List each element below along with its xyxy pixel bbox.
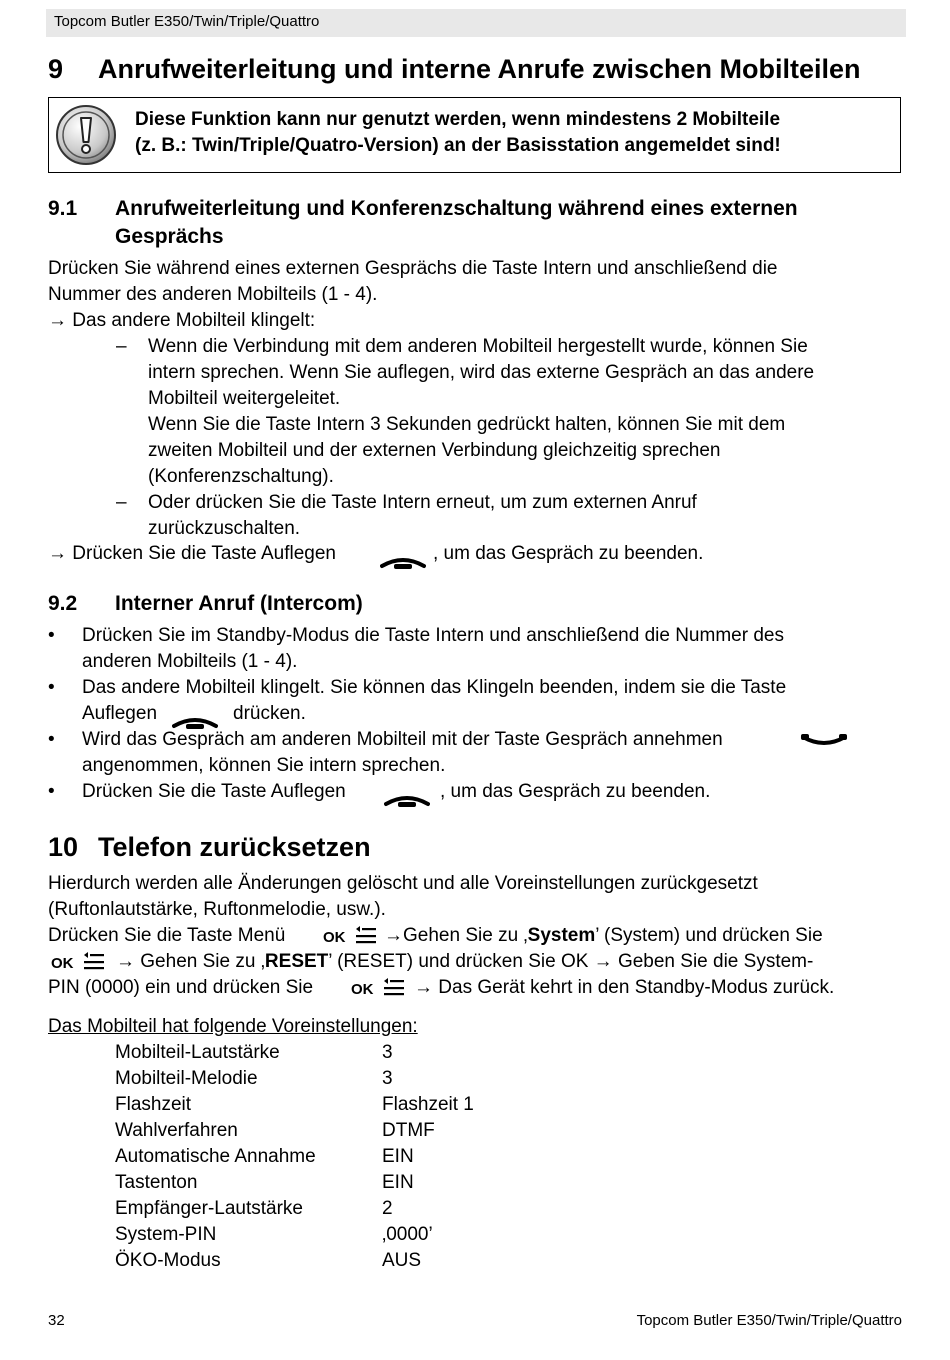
reset-step-line-1b bbox=[384, 923, 823, 949]
paragraph-line: Hierdurch werden alle Änderungen gelöscht und alle Voreinstellungen zurückgesetzt bbox=[48, 873, 758, 894]
phone-answer-icon bbox=[800, 733, 848, 747]
phone-hangup-icon bbox=[384, 794, 430, 808]
section-9-1-number: 9.1 bbox=[48, 197, 78, 220]
default-value: AUS bbox=[382, 1250, 422, 1271]
ok-menu-key-icon bbox=[322, 925, 378, 949]
svg-text:OK: OK bbox=[51, 955, 74, 972]
dash-item-line: intern sprechen. Wenn Sie auflegen, wird das externe Gespräch an das andere bbox=[148, 362, 815, 383]
reset-step-text: →Gehen Sie zu ‚ bbox=[384, 925, 528, 946]
bullet-line: Drücken Sie im Standby-Modus die Taste Intern und anschließend die Nummer des bbox=[82, 625, 784, 646]
paragraph-line: (Ruftonlautstärke, Ruftonmelodie, usw.). bbox=[48, 899, 386, 920]
section-9-2-number: 9.2 bbox=[48, 592, 78, 615]
bullet-item-4b: , um das Gespräch zu beenden. bbox=[440, 781, 711, 802]
reset-menu-name: RESET bbox=[264, 951, 329, 972]
dash-item-1 bbox=[148, 334, 814, 490]
reset-step-text: ’ (RESET) und drücken Sie OK → Geben Sie die System- bbox=[328, 951, 814, 972]
bullet-dot: • bbox=[48, 625, 55, 646]
default-value: Flashzeit 1 bbox=[382, 1094, 474, 1115]
default-name: Flashzeit bbox=[115, 1094, 192, 1115]
dash-item-line: zurückzuschalten. bbox=[148, 518, 301, 539]
bullet-dot: • bbox=[48, 677, 55, 698]
system-menu-name: System bbox=[527, 925, 596, 946]
note-text bbox=[135, 107, 781, 159]
dash-item-2 bbox=[148, 490, 697, 542]
section-10-number: 10 bbox=[48, 832, 79, 862]
footer-title: Topcom Butler E350/Twin/Triple/Quattro bbox=[636, 1312, 902, 1329]
section-9-1-title-line-2: Gesprächs bbox=[115, 225, 224, 248]
bullet-item-2-line-2b: drücken. bbox=[233, 703, 306, 724]
dash-marker: – bbox=[116, 492, 127, 513]
bullet-dot: • bbox=[48, 729, 55, 750]
svg-text:OK: OK bbox=[351, 981, 374, 998]
bullet-item-3-line-1: Wird das Gespräch am anderen Mobilteil mit der Taste Gespräch annehmen bbox=[82, 729, 723, 750]
paragraph-9-1 bbox=[48, 256, 777, 308]
reset-step-line-3a: PIN (0000) ein und drücken Sie bbox=[48, 977, 314, 998]
default-value: ‚0000’ bbox=[382, 1224, 433, 1245]
note-line-1: Diese Funktion kann nur genutzt werden, wenn mindestens 2 Mobilteile bbox=[135, 109, 781, 130]
default-name: Wahlverfahren bbox=[115, 1120, 238, 1141]
phone-hangup-icon bbox=[380, 556, 426, 570]
page-header bbox=[46, 9, 906, 37]
note-line-2: (z. B.: Twin/Triple/Quatro-Version) an der Basisstation angemeldet sind! bbox=[135, 135, 781, 156]
default-value: 2 bbox=[382, 1198, 393, 1219]
default-name: Mobilteil-Melodie bbox=[115, 1068, 258, 1089]
section-10-heading bbox=[48, 832, 371, 863]
bullet-item-3-line-2: angenommen, können Sie intern sprechen. bbox=[82, 755, 446, 776]
section-9-2-title: Interner Anruf (Intercom) bbox=[115, 592, 363, 615]
dash-item-line: Oder drücken Sie die Taste Intern erneut, um zum externen Anruf bbox=[148, 492, 697, 513]
footer-page-number: 32 bbox=[48, 1312, 65, 1329]
bullet-item-2-line-2a: Auflegen bbox=[82, 703, 158, 724]
default-name: Automatische Annahme bbox=[115, 1146, 316, 1167]
section-9-title: Anrufweiterleitung und interne Anrufe zwischen Mobilteilen bbox=[98, 54, 861, 84]
reset-step-line-2 bbox=[116, 949, 813, 975]
section-10-title: Telefon zurücksetzen bbox=[98, 832, 371, 862]
default-value: DTMF bbox=[382, 1120, 435, 1141]
default-value: EIN bbox=[382, 1172, 414, 1193]
header-title: Topcom Butler E350/Twin/Triple/Quattro bbox=[54, 13, 320, 30]
arrow-line-hangup-b: , um das Gespräch zu beenden. bbox=[433, 543, 704, 564]
arrow-line-hangup-a: → Drücken Sie die Taste Auflegen bbox=[48, 543, 336, 564]
section-9-2-heading bbox=[48, 590, 363, 618]
dash-item-line: Mobilteil weitergeleitet. bbox=[148, 388, 341, 409]
default-value: 3 bbox=[382, 1042, 393, 1063]
svg-text:OK: OK bbox=[323, 929, 346, 946]
default-name: ÖKO-Modus bbox=[115, 1250, 221, 1271]
default-name: Mobilteil-Lautstärke bbox=[115, 1042, 280, 1063]
bullet-item-1 bbox=[82, 623, 784, 675]
default-name: Empfänger-Lautstärke bbox=[115, 1198, 303, 1219]
dash-item-line: zweiten Mobilteil und der externen Verbindung gleichzeitig sprechen bbox=[148, 440, 721, 461]
dash-marker: – bbox=[116, 336, 127, 357]
default-value: EIN bbox=[382, 1146, 414, 1167]
ok-menu-key-icon bbox=[350, 977, 406, 1001]
ok-menu-key-icon bbox=[50, 951, 106, 975]
reset-step-text: → Gehen Sie zu ‚ bbox=[116, 951, 265, 972]
paragraph-line: Drücken Sie während eines externen Gesprächs die Taste Intern und anschließend die bbox=[48, 258, 778, 279]
reset-step-text: ’ (System) und drücken Sie bbox=[595, 925, 823, 946]
exclamation-warning-icon bbox=[55, 104, 117, 166]
bullet-item-4a: Drücken Sie die Taste Auflegen bbox=[82, 781, 346, 802]
bullet-line: anderen Mobilteils (1 - 4). bbox=[82, 651, 298, 672]
bullet-dot: • bbox=[48, 781, 55, 802]
default-value: 3 bbox=[382, 1068, 393, 1089]
default-name: Tastenton bbox=[115, 1172, 198, 1193]
defaults-heading: Das Mobilteil hat folgende Voreinstellungen: bbox=[48, 1016, 418, 1037]
dash-item-line: (Konferenzschaltung). bbox=[148, 466, 334, 487]
arrow-line-ringing: → Das andere Mobilteil klingelt: bbox=[48, 310, 316, 331]
section-10-paragraph-1 bbox=[48, 871, 758, 923]
section-9-1-heading bbox=[48, 195, 798, 251]
dash-item-line: Wenn Sie die Taste Intern 3 Sekunden gedrückt halten, können Sie mit dem bbox=[148, 414, 786, 435]
bullet-item-2-line-1: Das andere Mobilteil klingelt. Sie können das Klingeln beenden, indem sie die Taste bbox=[82, 677, 787, 698]
dash-item-line: Wenn die Verbindung mit dem anderen Mobilteil hergestellt wurde, können Sie bbox=[148, 336, 808, 357]
default-name: System-PIN bbox=[115, 1224, 217, 1245]
section-9-number: 9 bbox=[48, 54, 64, 84]
section-9-1-title-line-1: Anrufweiterleitung und Konferenzschaltung während eines externen bbox=[115, 197, 798, 220]
reset-step-line-3b: → Das Gerät kehrt in den Standby-Modus zurück. bbox=[414, 977, 835, 998]
section-9-heading bbox=[48, 54, 861, 85]
reset-step-line-1a: Drücken Sie die Taste Menü bbox=[48, 925, 286, 946]
paragraph-line: Nummer des anderen Mobilteils (1 - 4). bbox=[48, 284, 378, 305]
note-box bbox=[48, 97, 901, 173]
